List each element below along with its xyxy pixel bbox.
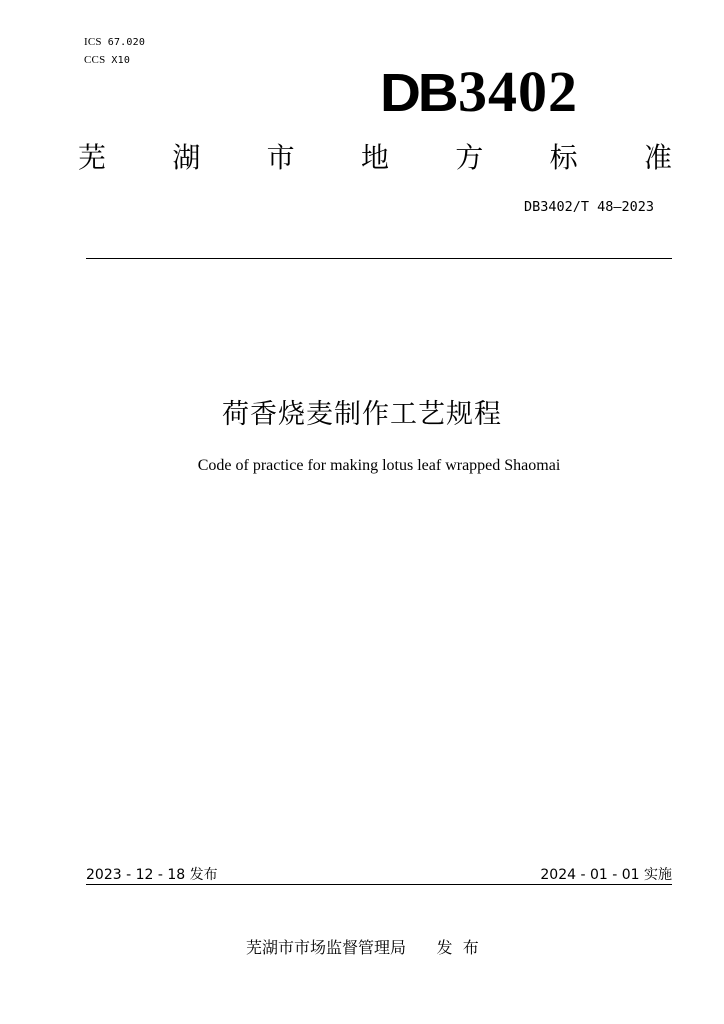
document-title-english: Code of practice for making lotus leaf wrapped Shaomai [197, 457, 561, 474]
document-mark-logo [380, 58, 620, 122]
bottom-divider [86, 884, 672, 885]
heading-char: 地 [360, 141, 389, 174]
publish-label: 发 布 [436, 938, 479, 957]
implementation-date: 2024 - 01 - 01 实施 [540, 867, 672, 883]
heading-char: 湖 [172, 141, 201, 174]
standard-category-heading [78, 138, 672, 178]
document-title-chinese: 荷香烧麦制作工艺规程 [222, 399, 502, 430]
publisher-name: 芜湖市市场监督管理局 [246, 938, 407, 957]
ics-classification [84, 36, 145, 48]
heading-char: 市 [266, 141, 295, 174]
top-divider [86, 258, 672, 259]
ics-code: 67.020 [107, 37, 146, 48]
document-mark-number: 3402 [458, 59, 578, 124]
heading-char: 标 [549, 141, 578, 174]
heading-char: 芜 [78, 141, 107, 174]
ccs-classification [84, 54, 130, 66]
heading-char: 准 [643, 141, 672, 174]
heading-char: 方 [455, 141, 484, 174]
issue-date: 2023 - 12 - 18 发布 [86, 867, 218, 883]
document-mark-prefix: DB [380, 63, 456, 123]
standard-number: DB3402/T 48—2023 [523, 199, 654, 215]
ccs-code: X10 [111, 55, 131, 66]
ics-label: ICS [84, 36, 102, 48]
publisher-line [246, 935, 479, 958]
ccs-label: CCS [84, 54, 106, 66]
